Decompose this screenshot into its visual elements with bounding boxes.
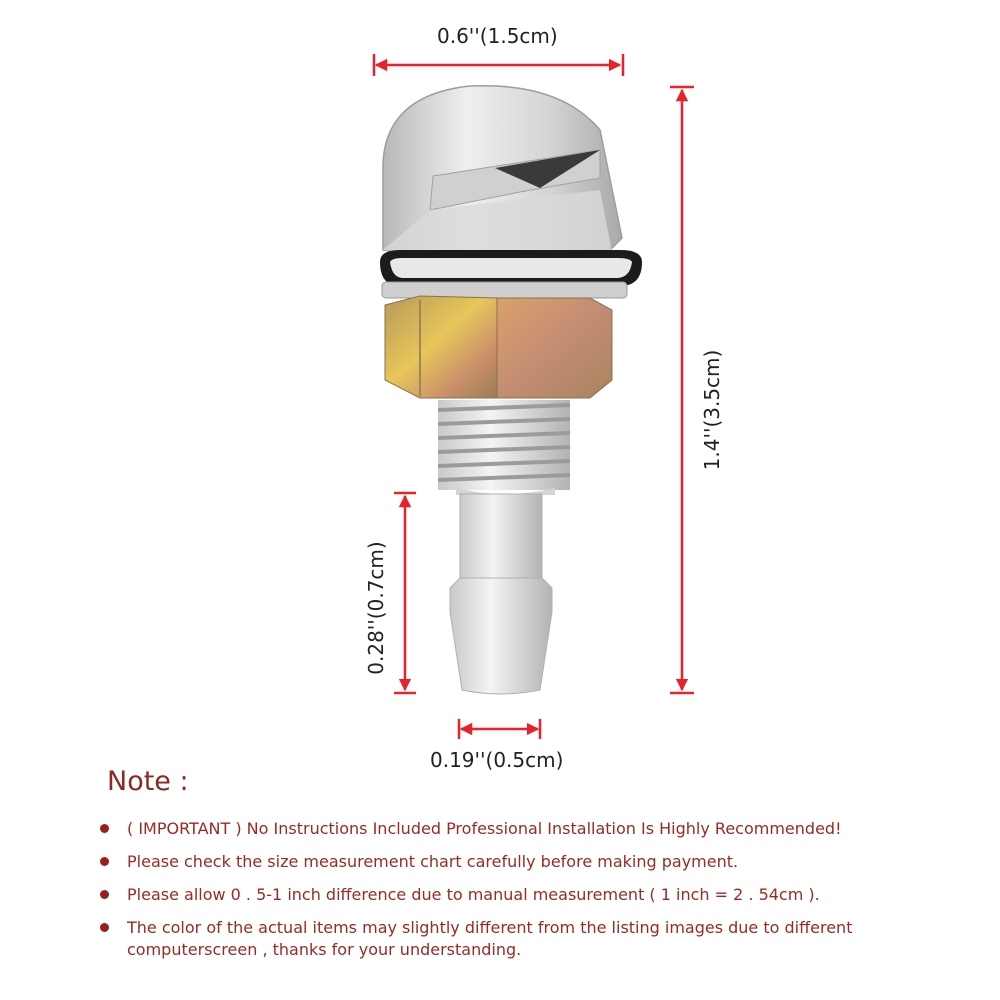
note-item-text: Please allow 0 . 5-1 inch difference due to manual measurement ( 1 inch = 2 . 54cm ). — [127, 885, 820, 904]
threaded-shaft — [438, 400, 570, 495]
note-item — [100, 884, 960, 906]
hex-nut — [385, 296, 612, 398]
bullet-icon — [100, 923, 109, 932]
hose-barb — [450, 494, 552, 694]
note-item — [100, 917, 960, 961]
note-item — [100, 818, 960, 840]
barb-width-label: 0.19''(0.5cm) — [430, 748, 564, 772]
note-item-text: The color of the actual items may slightly different from the listing images due to different computerscreen , thanks for your understanding. — [127, 918, 853, 959]
bullet-icon — [100, 890, 109, 899]
note-list — [100, 818, 960, 972]
barb-length-label: 0.28''(0.7cm) — [364, 541, 388, 675]
top-width-label: 0.6''(1.5cm) — [437, 24, 558, 48]
washer — [382, 282, 627, 298]
total-height-label: 1.4''(3.5cm) — [700, 349, 724, 471]
bullet-icon — [100, 857, 109, 866]
note-item-text: ( IMPORTANT ) No Instructions Included Professional Installation Is Highly Recommended! — [127, 819, 842, 838]
nozzle-cap — [383, 86, 622, 258]
note-title: Note : — [107, 766, 189, 797]
bullet-icon — [100, 824, 109, 833]
note-item-text: Please check the size measurement chart carefully before making payment. — [127, 852, 739, 871]
note-item — [100, 851, 960, 873]
